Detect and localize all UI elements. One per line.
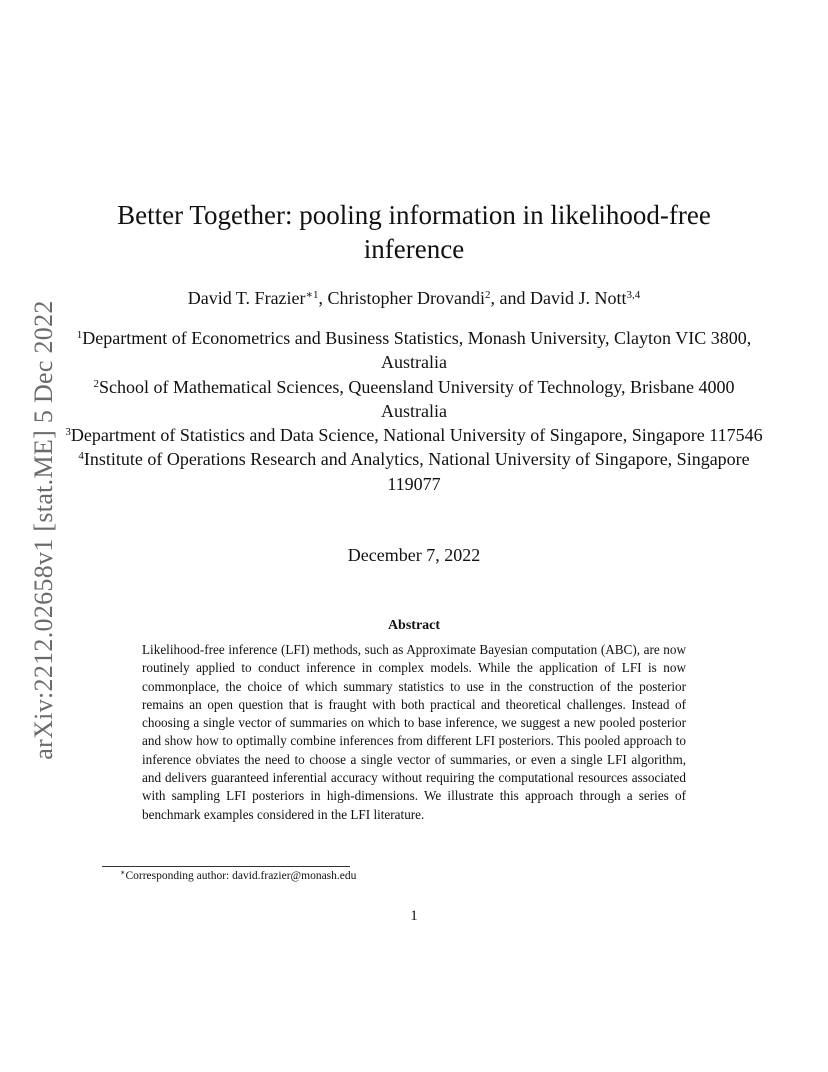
affiliation-text: Institute of Operations Research and Analytics, National University of Singapore, Singapore 119077 [83, 449, 750, 494]
affiliation-text: Department of Statistics and Data Science, National University of Singapore, Singapore 117546 [70, 425, 763, 446]
paper-title: Better Together: pooling information in likelihood-free inference [117, 200, 711, 264]
affiliation-mark: 2 [93, 377, 99, 390]
footnote-divider [102, 866, 350, 867]
author-name: Christopher Drovandi [327, 288, 485, 308]
author-list [60, 286, 768, 310]
affiliation [60, 326, 768, 375]
abstract-heading: Abstract [387, 618, 441, 633]
publication-date: December 7, 2022 [347, 545, 481, 565]
affiliation-mark: 4 [78, 450, 84, 463]
affiliation-list [60, 326, 768, 496]
footnote-mark: ∗ [120, 868, 126, 877]
affiliation-text: School of Mathematical Sciences, Queensland University of Technology, Brisbane 4000 Australia [98, 376, 735, 421]
affiliation [60, 447, 768, 496]
author-separator: , and [490, 288, 530, 308]
affiliation-text: Department of Econometrics and Business Statistics, Monash University, Clayton VIC 3800, Australia [82, 328, 752, 373]
author-marks: ∗1 [305, 289, 319, 301]
affiliation-mark: 3 [65, 426, 71, 439]
affiliation [60, 375, 768, 424]
affiliation-mark: 1 [76, 329, 83, 341]
page-number: 1 [410, 908, 418, 924]
footnote-text: Corresponding author: david.frazier@monash.edu [125, 870, 357, 882]
abstract-text: Likelihood-free inference (LFI) methods, such as Approximate Bayesian computation (ABC), are now routinely applied to conduct inference in complex models. While the application of LFI is now commonplace, the choice of which summary statistics to use in the construction of the posterior remains an open question that is fraught with both practical and theoretical challenges. Instead of choosing a single vector of summaries on which to base inference, we suggest a new pooled posterior and show how to optimally combine inferences from different LFI posteriors. This pooled approach to inference obviates the need to choose a single vector of summaries, or even a single LFI algorithm, and delivers guaranteed inferential accuracy without requiring the computational resources associated with sampling LFI posteriors in high-dimensions. We illustrate this approach through a series of benchmark examples considered in the LFI literature. [142, 642, 686, 822]
footnote [120, 870, 356, 882]
author-name: David J. Nott [530, 288, 627, 308]
author-separator: , [318, 288, 328, 308]
author-marks: 3,4 [626, 289, 641, 301]
affiliation [60, 423, 768, 447]
arxiv-identifier: arXiv:2212.02658v1 [stat.ME] 5 Dec 2022 [29, 300, 58, 760]
author-name: David T. Frazier [187, 288, 306, 308]
author-marks: 2 [485, 289, 491, 301]
